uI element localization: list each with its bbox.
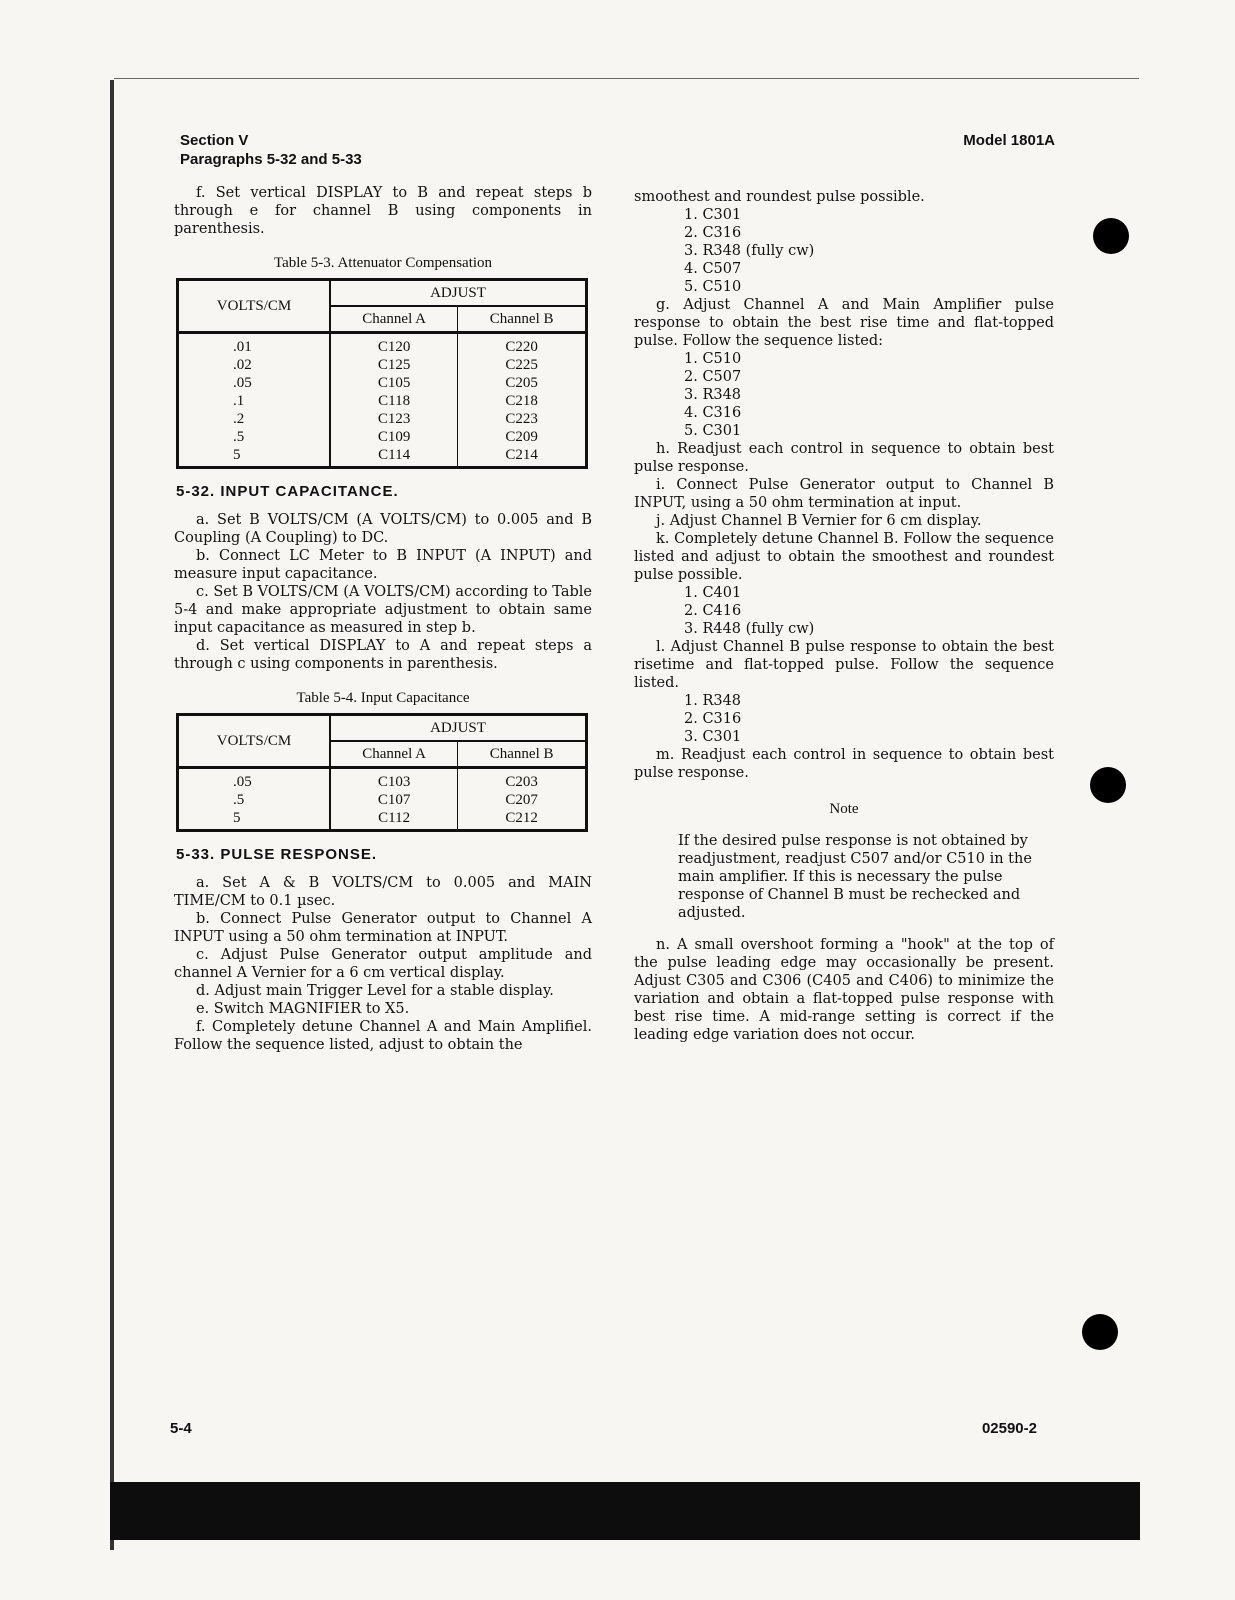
- section-5-32-title: 5-32. INPUT CAPACITANCE.: [176, 483, 399, 500]
- continued-text: smoothest and roundest pulse possible.: [634, 189, 925, 205]
- section-label: Section V: [180, 132, 249, 149]
- step-b-text: b. Connect Pulse Generator output to Channel A INPUT using a 50 ohm termination at INPUT.: [174, 911, 592, 945]
- list-item: 3. R348: [684, 387, 742, 403]
- col-header-adjust: ADJUST: [330, 715, 587, 742]
- left-column: [174, 184, 592, 1054]
- step-k-text: k. Completely detune Channel B. Follow the sequence listed and adjust to obtain the smoothest and roundest pulse possible.: [634, 531, 1054, 583]
- step-f-text: f. Completely detune Channel A and Main Amplifiel. Follow the sequence listed, adjust to obtain the: [174, 1019, 592, 1053]
- step-n-text: n. A small overshoot forming a "hook" at the top of the pulse leading edge may occasionally be present. Adjust C305 and C306 (C405 and C406) to minimize the variation and obtain a flat-topped pulse response with best rise time. A mid-range setting is correct if the leading edge variation does not occur.: [634, 937, 1054, 1043]
- table-row: .05 C105 C205: [178, 374, 587, 392]
- step-a-text: a. Set A & B VOLTS/CM to 0.005 and MAIN TIME/CM to 0.1 µsec.: [174, 875, 592, 909]
- col-header-volts: VOLTS/CM: [178, 715, 331, 768]
- step-l-text: l. Adjust Channel B pulse response to obtain the best risetime and flat-topped pulse. Follow the sequence listed.: [634, 639, 1054, 691]
- sequence-list-g: [634, 350, 1054, 440]
- step-d-text: d. Adjust main Trigger Level for a stable display.: [196, 983, 554, 999]
- step-i-text: i. Connect Pulse Generator output to Channel B INPUT, using a 50 ohm termination at input.: [634, 477, 1054, 511]
- step-a-text: a. Set B VOLTS/CM (A VOLTS/CM) to 0.005 and B Coupling (A Coupling) to DC.: [174, 512, 592, 546]
- table-row: .2 C123 C223: [178, 410, 587, 428]
- table-row: .02 C125 C225: [178, 356, 587, 374]
- list-item: 2. C416: [684, 603, 742, 619]
- table-5-4: [176, 713, 588, 832]
- step-j-text: j. Adjust Channel B Vernier for 6 cm display.: [656, 513, 982, 529]
- model-label: Model 1801A: [963, 132, 1055, 149]
- table-5-3: [176, 278, 588, 469]
- step-f-text: f. Set vertical DISPLAY to B and repeat steps b through e for channel B using components in parenthesis.: [174, 185, 592, 237]
- table-row: .05 C103 C203: [178, 768, 587, 792]
- note-title: Note: [829, 801, 859, 817]
- list-item: 3. R448 (fully cw): [684, 621, 815, 637]
- page-left-edge: [110, 80, 114, 1550]
- table-row: .5 C107 C207: [178, 791, 587, 809]
- punch-hole: [1093, 218, 1129, 254]
- step-c-text: c. Adjust Pulse Generator output amplitude and channel A Vernier for a 6 cm vertical display.: [174, 947, 592, 981]
- list-item: 2. C316: [684, 225, 742, 241]
- list-item: 3. R348 (fully cw): [684, 243, 815, 259]
- step-d-text: d. Set vertical DISPLAY to A and repeat steps a through c using components in parenthesis.: [174, 638, 592, 672]
- sequence-list-l: [634, 692, 1054, 746]
- list-item: 1. R348: [684, 693, 742, 709]
- step-c-text: c. Set B VOLTS/CM (A VOLTS/CM) according to Table 5-4 and make appropriate adjustment to obtain same input capacitance as measured in step b.: [174, 584, 592, 636]
- list-item: 2. C507: [684, 369, 742, 385]
- col-header-channel-b: Channel B: [458, 741, 587, 768]
- step-m-text: m. Readjust each control in sequence to obtain best pulse response.: [634, 747, 1054, 781]
- section-5-33-title: 5-33. PULSE RESPONSE.: [176, 846, 378, 863]
- list-item: 4. C507: [684, 261, 742, 277]
- list-item: 5. C510: [684, 279, 742, 295]
- table-row: 5 C112 C212: [178, 809, 587, 831]
- right-column: [634, 188, 1054, 1044]
- col-header-adjust: ADJUST: [330, 280, 587, 307]
- document-number: 02590-2: [981, 1420, 1037, 1437]
- list-item: 5. C301: [684, 423, 742, 439]
- table-row: .1 C118 C218: [178, 392, 587, 410]
- paragraphs-label: Paragraphs 5-32 and 5-33: [180, 151, 362, 168]
- table-row: .01 C120 C220: [178, 333, 587, 357]
- col-header-volts: VOLTS/CM: [178, 280, 331, 333]
- list-item: 4. C316: [684, 405, 742, 421]
- col-header-channel-a: Channel A: [330, 741, 458, 768]
- table-row: 5 C114 C214: [178, 446, 587, 468]
- step-g-text: g. Adjust Channel A and Main Amplifier pulse response to obtain the best rise time and flat-topped pulse. Follow the sequence listed:: [634, 297, 1054, 349]
- step-h-text: h. Readjust each control in sequence to obtain best pulse response.: [634, 441, 1054, 475]
- page-header-left: [180, 131, 362, 169]
- col-header-channel-a: Channel A: [330, 306, 458, 333]
- list-item: 1. C301: [684, 207, 742, 223]
- page-bottom-band: [110, 1482, 1140, 1540]
- punch-hole: [1082, 1314, 1118, 1350]
- step-b-text: b. Connect LC Meter to B INPUT (A INPUT) and measure input capacitance.: [174, 548, 592, 582]
- step-e-text: e. Switch MAGNIFIER to X5.: [196, 1001, 410, 1017]
- table-5-4-title: Table 5-4. Input Capacitance: [296, 690, 470, 706]
- list-item: 2. C316: [684, 711, 742, 727]
- note-text: If the desired pulse response is not obtained by readjustment, readjust C507 and/or C510 in the main amplifier. If this is necessary the pulse response of Channel B must be rechecked and adjusted.: [678, 833, 1032, 921]
- list-item: 1. C401: [684, 585, 742, 601]
- sequence-list-f: [634, 206, 1054, 296]
- sequence-list-k: [634, 584, 1054, 638]
- col-header-channel-b: Channel B: [458, 306, 587, 333]
- page-top-rule: [114, 78, 1139, 79]
- table-row: .5 C109 C209: [178, 428, 587, 446]
- list-item: 1. C510: [684, 351, 742, 367]
- punch-hole: [1090, 767, 1126, 803]
- table-5-3-title: Table 5-3. Attenuator Compensation: [273, 255, 493, 271]
- list-item: 3. C301: [684, 729, 742, 745]
- page-number: 5-4: [170, 1420, 192, 1437]
